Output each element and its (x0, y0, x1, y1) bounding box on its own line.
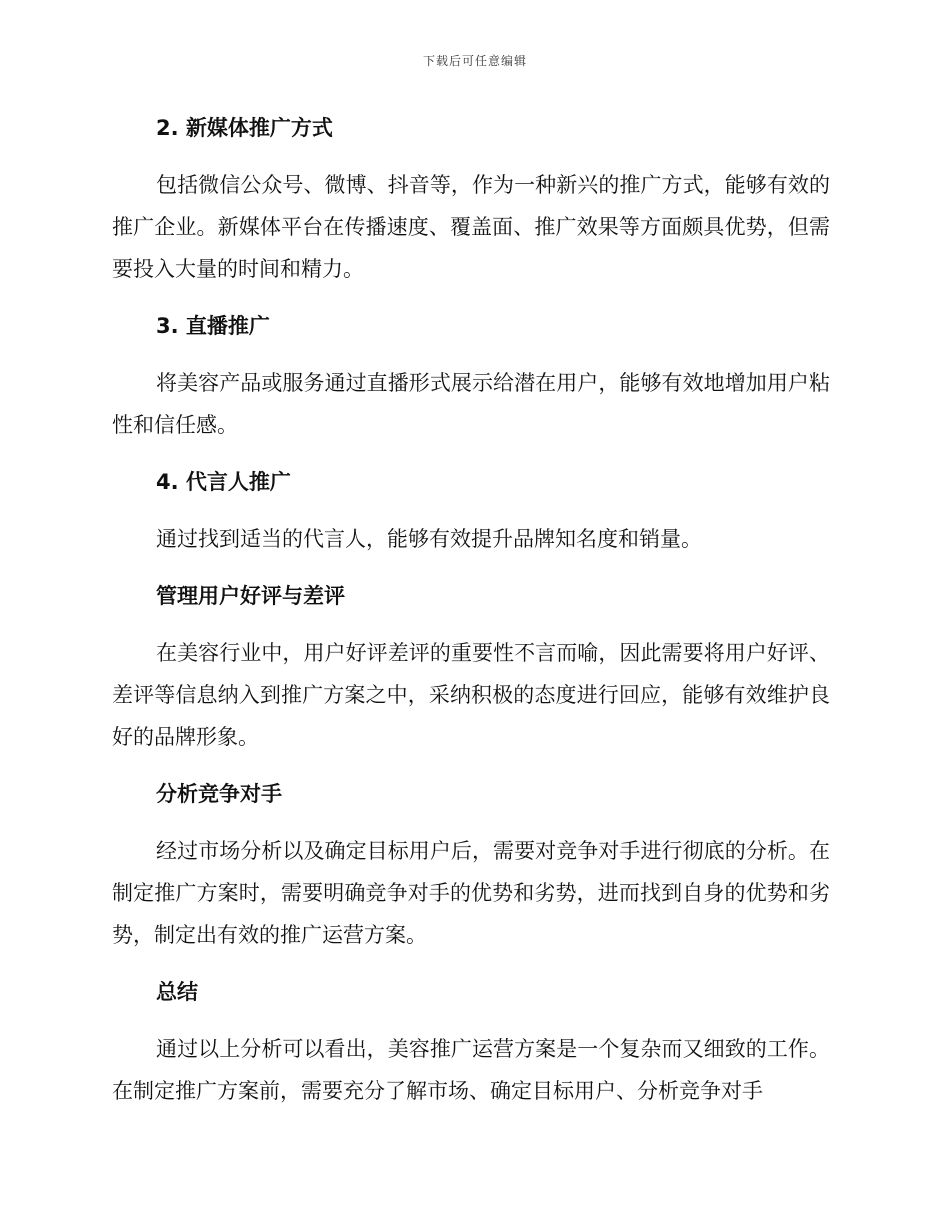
section-heading-reviews: 管理用户好评与差评 (156, 584, 345, 608)
section-heading-spokesperson: 4. 代言人推广 (156, 470, 291, 494)
section-paragraph-summary: 通过以上分析可以看出，美容推广运营方案是一个复杂而又细致的工作。在制定推广方案前，需要充分了解市场、确定目标用户、分析竞争对手 (112, 1037, 830, 1103)
document-body (112, 110, 830, 1130)
section-paragraph-live-streaming: 将美容产品或服务通过直播形式展示给潜在用户，能够有效地增加用户粘性和信任感。 (112, 371, 830, 437)
section-heading-new-media: 2. 新媒体推广方式 (156, 116, 333, 140)
section-heading-competitors: 分析竞争对手 (156, 782, 282, 806)
section-heading-live-streaming: 3. 直播推广 (156, 314, 270, 338)
section-paragraph-reviews: 在美容行业中，用户好评差评的重要性不言而喻，因此需要将用户好评、差评等信息纳入到推广方案之中，采纳积极的态度进行回应，能够有效维护良好的品牌形象。 (112, 641, 830, 749)
header-note: 下载后可任意编辑 (422, 54, 527, 68)
section-heading-summary: 总结 (156, 980, 198, 1004)
section-paragraph-new-media: 包括微信公众号、微博、抖音等，作为一种新兴的推广方式，能够有效的推广企业。新媒体平台在传播速度、覆盖面、推广效果等方面颇具优势，但需要投入大量的时间和精力。 (112, 173, 830, 281)
section-paragraph-competitors: 经过市场分析以及确定目标用户后，需要对竞争对手进行彻底的分析。在制定推广方案时，需要明确竞争对手的优势和劣势，进而找到自身的优势和劣势，制定出有效的推广运营方案。 (112, 839, 830, 947)
section-paragraph-spokesperson: 通过找到适当的代言人，能够有效提升品牌知名度和销量。 (156, 527, 702, 551)
